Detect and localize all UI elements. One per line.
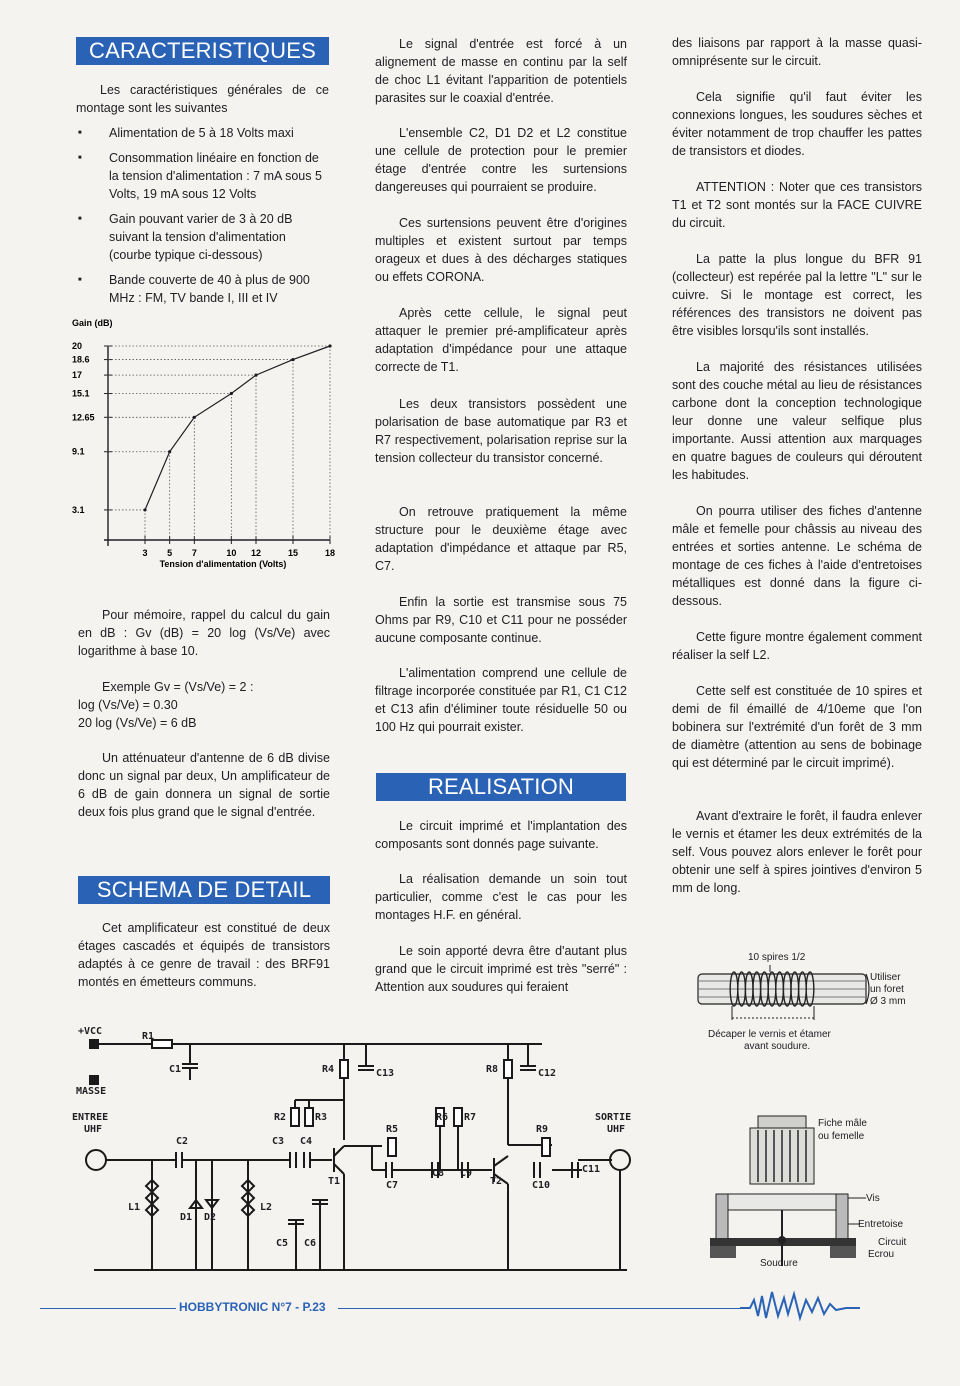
- section-heading-realisation: REALISATION: [376, 773, 626, 801]
- characteristics-list: [76, 124, 329, 314]
- label-l1: L1: [128, 1202, 141, 1213]
- label-fiche-2: ou femelle: [818, 1131, 865, 1142]
- label-c5: C5: [276, 1238, 289, 1249]
- footer-rule-left: [40, 1308, 176, 1309]
- circuit-schematic: [72, 1020, 642, 1278]
- example-line-3: 20 log (Vs/Ve) = 6 dB: [78, 716, 197, 730]
- label-r2: R2: [274, 1112, 287, 1123]
- col3-paragraph-6: On pourra utiliser des fiches d'antenne mâle et femelle pour châssis au niveau des entrées et sorties antenne. Le schéma de montage de ces fiches à l'aide d'entretoises métalliques est donné dans la figure ci-dessous.: [672, 504, 922, 608]
- coil-note-3: Ø 3 mm: [870, 996, 906, 1007]
- chart-series-line: [145, 346, 330, 510]
- coil-figure: [690, 948, 930, 1058]
- chart-x-label: Tension d'alimentation (Volts): [159, 559, 287, 569]
- label-c11: C11: [582, 1164, 601, 1175]
- label-vcc: +VCC: [78, 1026, 103, 1037]
- label-r3: R3: [315, 1112, 328, 1123]
- label-c3: C3: [272, 1136, 285, 1147]
- label-d2: D2: [204, 1212, 217, 1223]
- col2-paragraph-9: Le circuit imprimé et l'implantation des composants sont donnés page suivante.: [375, 819, 627, 851]
- list-item: ■ Bande couverte de 40 à plus de 900 MHz : FM, TV bande I, III et IV: [76, 271, 329, 307]
- chart-y-tick-label: 15.1: [72, 388, 90, 399]
- label-r5: R5: [386, 1124, 399, 1135]
- label-r1: R1: [142, 1031, 155, 1042]
- chart-y-tick-label: 12.65: [72, 412, 95, 423]
- example-line-2: log (Vs/Ve) = 0.30: [78, 698, 178, 712]
- footer-page-number: HOBBYTRONIC N°7 - P.23: [176, 1300, 329, 1314]
- connector-figure: [680, 1098, 930, 1278]
- label-c8: C8: [432, 1168, 445, 1179]
- label-ecrou: Ecrou: [868, 1249, 895, 1260]
- label-c7: C7: [386, 1180, 399, 1191]
- chart-y-tick-label: 20: [72, 341, 83, 351]
- col2-paragraph-6: On retrouve pratiquement la même structure pour le deuxième étage avec adaptation d'impédance et attaque par R5, C7.: [375, 505, 627, 573]
- col3-paragraph-8: Cette self est constituée de 10 spires et demi de fil émaillé de 4/10eme que l'on bobinera sur l'extrémité d'un forêt de 3 mm de diamètre (attention au sens de bobinage qui est déterminé par le circuit imprimé).: [672, 684, 922, 770]
- chart-point: [193, 416, 196, 419]
- footer-rule-right: [338, 1308, 740, 1309]
- col2-paragraph-4: Après cette cellule, le signal peut attaquer le premier pré-amplificateur après adaptation d'impédance pour une attaque correcte de T1.: [375, 306, 627, 374]
- col3-paragraph-7: Cette figure montre également comment réaliser la self L2.: [672, 630, 922, 662]
- chart-point: [230, 392, 233, 395]
- schematic-wiring: [72, 1020, 642, 1278]
- col3-paragraph-1: des liaisons par rapport à la masse quasi-omniprésente sur le circuit.: [672, 36, 922, 68]
- chart-y-tick-label: 3.1: [72, 504, 85, 515]
- gain-chart-svg: [68, 316, 338, 572]
- col3-paragraph-3: ATTENTION : Noter que ces transistors T1 et T2 sont montés sur la FACE CUIVRE du circuit.: [672, 180, 922, 230]
- coil-note-1: Utiliser: [870, 972, 901, 983]
- section-heading-caracteristiques: CARACTERISTIQUES: [76, 37, 329, 65]
- label-entree: ENTREE: [72, 1112, 109, 1123]
- example-line-1: Exemple Gv = (Vs/Ve) = 2 :: [102, 680, 254, 694]
- col2-paragraph-7: Enfin la sortie est transmise sous 75 Ohms par R9, C10 et C11 pour ne posséder aucune composante continue.: [375, 595, 627, 645]
- label-d1: D1: [180, 1212, 193, 1223]
- label-r4: R4: [322, 1064, 335, 1075]
- label-t1: T1: [328, 1176, 341, 1187]
- chart-point: [254, 374, 257, 377]
- col3-paragraph-5: La majorité des résistances utilisées sont des couche métal au lieu de résistances carbone dont la conception technologique leur donne une valeur selfique plus importante. Aussi attention aux marquages en quatre bagues de couleurs qui déroutent les habitudes.: [672, 360, 922, 482]
- label-r7: R7: [464, 1112, 477, 1123]
- coil-caption-1: Décaper le vernis et étamer: [708, 1029, 831, 1040]
- label-c10: C10: [532, 1180, 551, 1191]
- col3-paragraph-4: La patte la plus longue du BFR 91 (collecteur) est repérée pal la lettre "L" sur le cuivre. Si le montage est correct, les références des transistors ne doivent pas être visibles lorsqu'ils sont installés.: [672, 252, 922, 338]
- col2-paragraph-8: L'alimentation comprend une cellule de filtrage incorporée constituée par R1, C1 C12 et C13 afin d'éliminer toute résiduelle 50 ou 100 Hz qui pourrait exister.: [375, 666, 627, 734]
- coil-note-2: un foret: [870, 984, 904, 995]
- chart-y-tick-label: 17: [72, 370, 83, 381]
- label-r9: R9: [536, 1124, 549, 1135]
- label-vis: Vis: [866, 1193, 880, 1204]
- label-c1: C1: [169, 1064, 182, 1075]
- chart-plot-area: [72, 341, 335, 558]
- label-c4: C4: [300, 1136, 313, 1147]
- chart-point: [328, 344, 331, 347]
- coil-caption-2: avant soudure.: [744, 1041, 811, 1052]
- col3-paragraph-9: Avant d'extraire le forêt, il faudra enlever le vernis et étamer les deux extrémités de la self. Vous pouvez alors enlever le forêt pour obtenir une self à spires jointives d'environ 5 mm de long.: [672, 809, 922, 895]
- label-c12: C12: [538, 1068, 557, 1079]
- chart-point: [291, 358, 294, 361]
- label-r6: R6: [436, 1112, 449, 1123]
- col2-paragraph-10: La réalisation demande un soin tout particulier, comme c'est le cas pour les montages H.F. en général.: [375, 872, 627, 922]
- chart-y-tick-label: 9.1: [72, 446, 85, 457]
- label-circuit: Circuit: [878, 1237, 907, 1248]
- chart-x-tick-label: 10: [226, 548, 237, 558]
- chart-y-tick-label: 18.6: [72, 354, 90, 365]
- label-sortie-uhf: UHF: [607, 1124, 626, 1135]
- memo-paragraph: Pour mémoire, rappel du calcul du gain en dB : Gv (dB) = 20 log (Vs/Ve) avec logarithme à base 10.: [78, 608, 330, 658]
- chart-x-tick-label: 3: [142, 548, 148, 558]
- chart-point: [143, 508, 146, 511]
- footer-wave-logo: [740, 1288, 860, 1322]
- section-heading-schema: SCHEMA DE DETAIL: [78, 876, 330, 904]
- list-item: ■ Gain pouvant varier de 3 à 20 dB suivant la tension d'alimentation (courbe typique ci-dessous): [76, 210, 329, 264]
- label-r8: R8: [486, 1064, 499, 1075]
- label-fiche-1: Fiche mâle: [818, 1118, 867, 1129]
- chart-x-tick-label: 12: [250, 548, 262, 558]
- label-sortie: SORTIE: [595, 1112, 632, 1123]
- label-c13: C13: [376, 1068, 395, 1079]
- label-soudure: Soudure: [760, 1258, 798, 1269]
- chart-x-tick-label: 5: [167, 548, 173, 558]
- col2-paragraph-1: Le signal d'entrée est forcé à un alignement de masse en continu par la self de choc L1 évitant l'apparition de potentiels parasites sur le coaxial d'entrée.: [375, 37, 627, 105]
- col2-paragraph-2: L'ensemble C2, D1 D2 et L2 constitue une cellule de protection pour le premier étage d'entrée contre les surtensions dangereuses qui pourraient se produire.: [375, 126, 627, 194]
- chart-x-tick-label: 15: [287, 548, 299, 558]
- schema-paragraph: Cet amplificateur est constitué de deux étages cascadés et équipés de transistors adaptés à ce genre de travail : des BRF91 montés en émetteurs communs.: [78, 921, 330, 989]
- label-masse: MASSE: [76, 1086, 107, 1097]
- list-item: ■ Alimentation de 5 à 18 Volts maxi: [76, 124, 329, 142]
- chart-point: [168, 450, 171, 453]
- label-c6: C6: [304, 1238, 317, 1249]
- attenuator-paragraph: Un atténuateur d'antenne de 6 dB divise donc un signal par deux, Un amplificateur de 6 dB de gain donnera un signal de sortie deux fois plus grand que le signal d'entrée.: [78, 751, 330, 819]
- chart-x-tick-label: 7: [191, 548, 197, 558]
- chart-x-tick-label: 18: [324, 548, 336, 558]
- label-l2: L2: [260, 1202, 273, 1213]
- chart-y-label: Gain (dB): [72, 318, 113, 328]
- col2-paragraph-11: Le soin apporté devra être d'autant plus grand que le circuit imprimé est très "serré" : Attention aux soudures qui feraient: [375, 944, 627, 994]
- intro-paragraph: Les caractéristiques générales de ce montage sont les suivantes: [76, 83, 329, 115]
- list-item: ■ Consommation linéaire en fonction de la tension d'alimentation : 7 mA sous 5 Volts, 19 mA sous 12 Volts: [76, 149, 329, 203]
- label-entree-uhf: UHF: [84, 1124, 103, 1135]
- label-t2: T2: [490, 1176, 503, 1187]
- col3-paragraph-2: Cela signifie qu'il faut éviter les connexions longues, les soudures sèches et éviter notamment de trop chauffer les pattes de transistors et diodes.: [672, 90, 922, 158]
- col2-paragraph-5: Les deux transistors possèdent une polarisation de base automatique par R3 et R7 respectivement, polarisation reprise sur la tension collecteur du transistor concerné.: [375, 397, 627, 465]
- label-c2: C2: [176, 1136, 189, 1147]
- label-c9: C9: [460, 1168, 473, 1179]
- gain-chart: [68, 316, 338, 572]
- col2-paragraph-3: Ces surtensions peuvent être d'origines multiples et existent surtout par temps orageux et dues à des décharges statiques ou effets CORONA.: [375, 216, 627, 284]
- label-entretoise: Entretoise: [858, 1219, 904, 1230]
- coil-title: 10 spires 1/2: [748, 952, 806, 963]
